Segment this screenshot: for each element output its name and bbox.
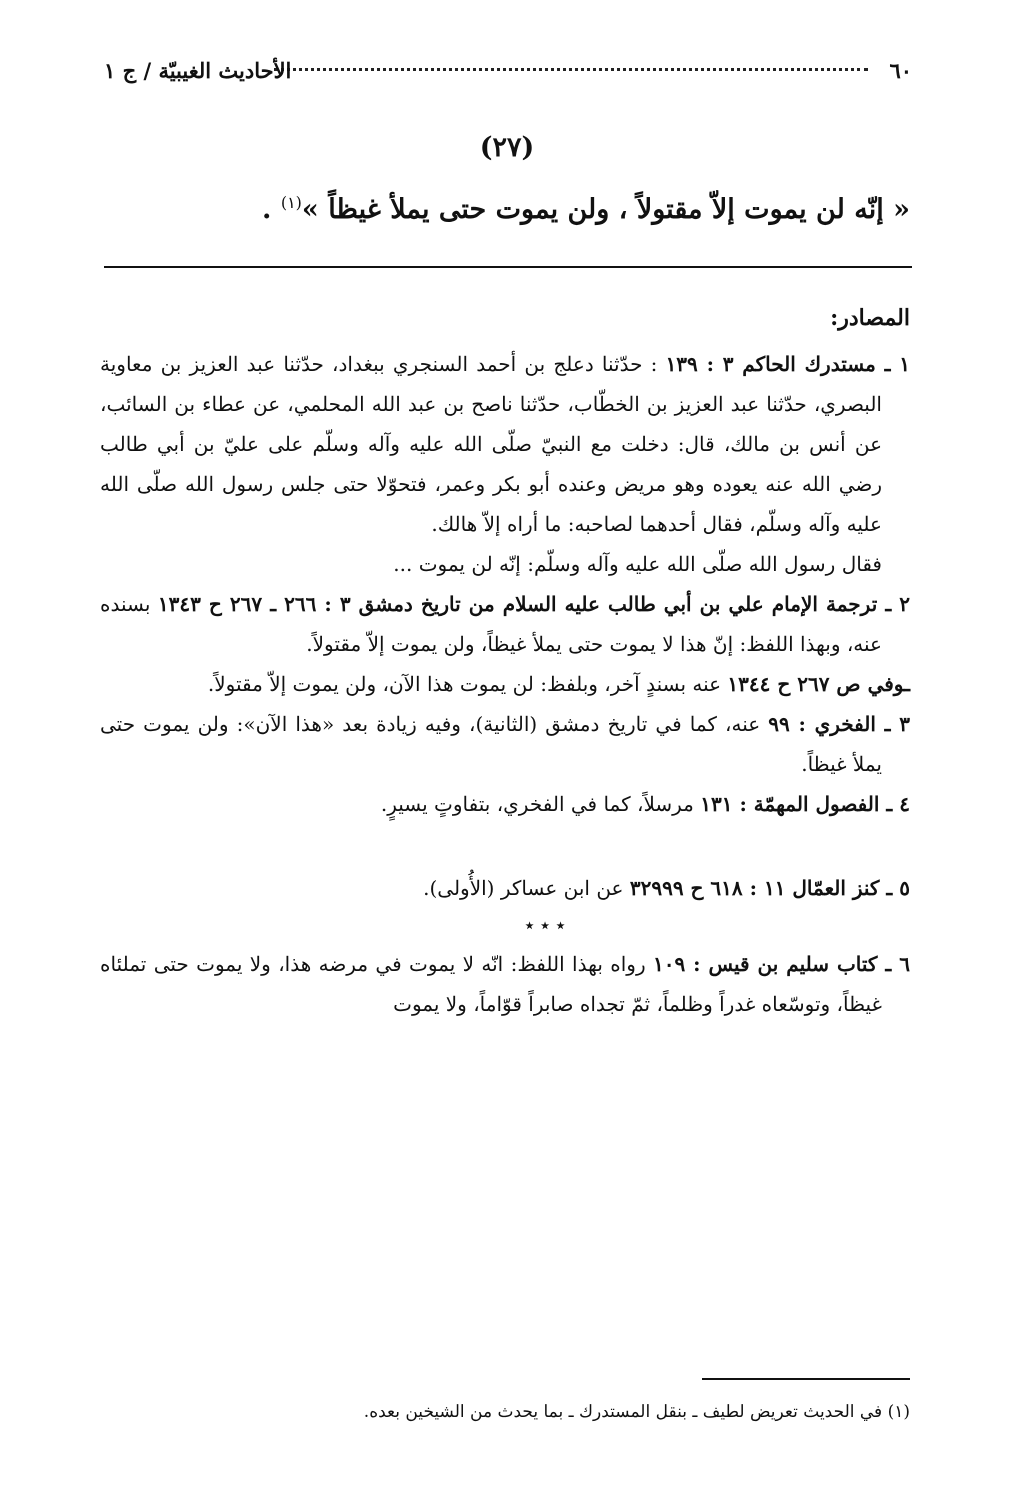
- entry-number: ١ ـ: [875, 352, 910, 376]
- sources-heading: المصادر:: [830, 305, 910, 331]
- asterism-separator: ٭ ٭ ٭: [524, 915, 566, 936]
- source-reference: الفخري : ٩٩: [768, 712, 876, 736]
- source-reference: ترجمة الإمام علي بن أبي طالب عليه السلام من تاريخ دمشق ٣ : ٢٦٦ ـ ٢٦٧ ح ١٣٤٣: [157, 592, 878, 616]
- entry-text: عنه بسندٍ آخر، وبلفظ: لن يموت هذا الآن، ولن يموت إلاّ مقتولاً.: [207, 672, 728, 696]
- entry-text: : حدّثنا دعلج بن أحمد السنجري ببغداد، حدّثنا عبد العزيز بن معاوية البصري، حدّثنا عبد العزيز بن الخطّاب، حدّثنا ناصح بن عبد الله المحلمي، عن عطاء بن السائب، عن أنس بن مالك، قال: دخلت مع النبيّ صلّى الله عليه وآله وسلّم على عليّ بن أبي طالب رضي الله عنه يعوده وهو مريض وعنده أبو بكر وعمر، فتحوّلا حتى جلس رسول الله صلّى الله عليه وآله وسلّم، فقال أحدهما لصاحبه: ما أراه إلاّ هالك.: [100, 352, 882, 536]
- source-entry-6: [100, 944, 910, 1024]
- source-entry-1-continuation: فقال رسول الله صلّى الله عليه وآله وسلّم: إنّه لن يموت ...: [393, 552, 882, 576]
- source-entry-2: [100, 584, 910, 664]
- hadith-text: [102, 178, 910, 235]
- hadith-end: .: [262, 194, 281, 225]
- source-reference: وفي ص ٢٦٧ ح ١٣٤٤: [727, 672, 905, 696]
- footnote-marker[interactable]: (١): [280, 193, 302, 212]
- page-number: ٦٠: [889, 58, 912, 83]
- sources-list: [100, 344, 910, 1024]
- entry-text: عنه، كما في تاريخ دمشق (الثانية)، وفيه زيادة بعد «هذا الآن»: ولن يموت حتى يملأ غيظاً.: [100, 712, 882, 776]
- section-divider: [104, 266, 912, 268]
- source-entry-3: [100, 704, 910, 784]
- entry-text: رواه بهذا اللفظ: انّه لا يموت في مرضه هذا، ولا يموت حتى تملئاه غيظاً، وتوسّعاه غدراً وظلماً، ثمّ تجداه صابراً قوّاماً، ولا يموت: [100, 952, 882, 1016]
- source-entry-4: [100, 784, 910, 824]
- footnote: (١) في الحديث تعريض لطيف ـ بنقل المستدرك ـ بما يحدث من الشيخين بعده.: [363, 1402, 910, 1422]
- footnote-rule: [702, 1378, 910, 1380]
- entry-number: ٦ ـ: [877, 952, 910, 976]
- source-entry-2-sub: [100, 664, 910, 704]
- source-reference: الفصول المهمّة : ١٣١: [700, 792, 880, 816]
- entry-number: ٤ ـ: [879, 792, 910, 816]
- source-reference: مستدرك الحاكم ٣ : ١٣٩: [665, 352, 876, 376]
- source-entry-5: [100, 868, 910, 908]
- running-title: الأحاديث الغيبيّة / ج ١: [104, 58, 292, 83]
- leader-dots: [274, 68, 868, 71]
- running-header: [104, 54, 912, 88]
- entry-text: عن ابن عساكر (الأُولى).: [423, 876, 630, 900]
- hadith-number: (٢٧): [479, 132, 535, 163]
- entry-text: بسنده عنه، وبهذا اللفظ: إنّ هذا لا يموت حتى يملأ غيظاً، ولن يموت إلاّ مقتولاً.: [100, 592, 882, 656]
- entry-number: ٢ ـ: [877, 592, 910, 616]
- hadith-quote: « إنّه لن يموت إلاّ مقتولاً ، ولن يموت حتى يملأ غيظاً »: [301, 194, 910, 225]
- entry-dash: ـ: [904, 672, 910, 696]
- entry-number: ٣ ـ: [875, 712, 910, 736]
- source-reference: كتاب سليم بن قيس : ١٠٩: [652, 952, 878, 976]
- source-reference: كنز العمّال ١١ : ٦١٨ ح ٣٢٩٩٩: [629, 876, 880, 900]
- entry-text: مرسلاً، كما في الفخري، بتفاوتٍ يسيرٍ.: [380, 792, 701, 816]
- entry-number: ٥ ـ: [879, 876, 910, 900]
- source-entry-1: [100, 344, 910, 544]
